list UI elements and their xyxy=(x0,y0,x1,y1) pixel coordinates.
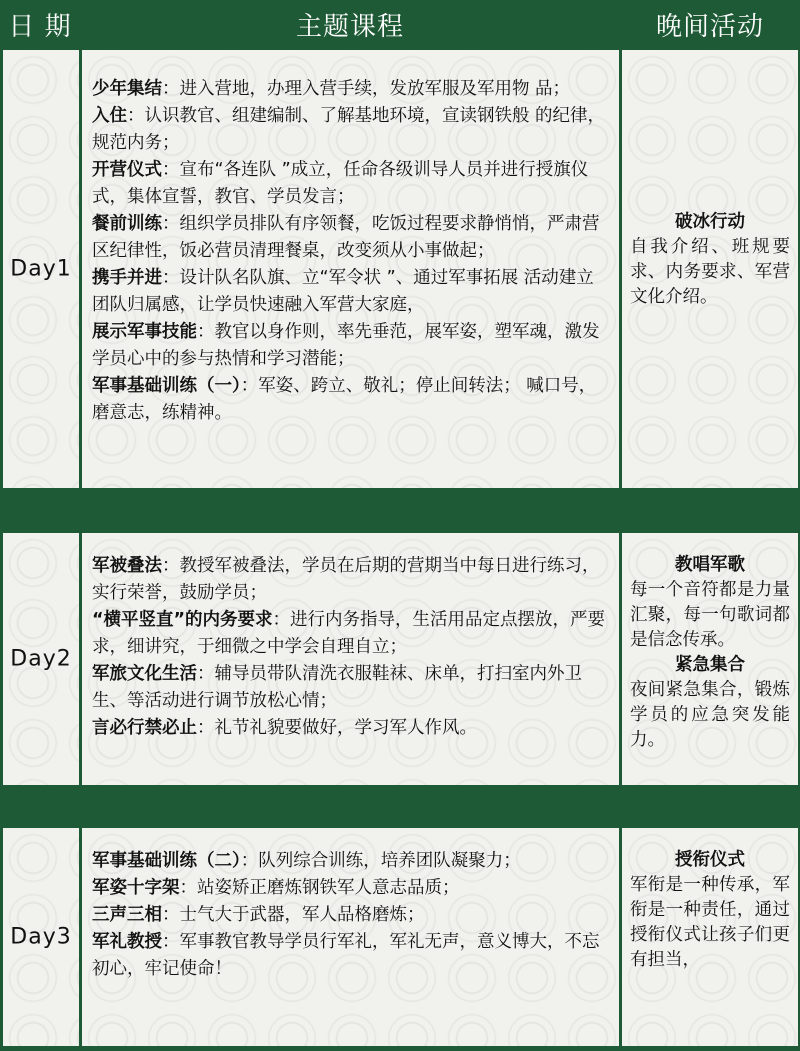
evening-text: 自我介绍、班规要求、内务要求、军营文化介绍。 xyxy=(630,237,790,307)
day1-evening xyxy=(630,210,790,310)
header-evening: 晚间活动 xyxy=(655,12,764,42)
day2-evening-cell xyxy=(622,533,798,785)
day1-item: 餐前训练：组织学员排队有序领餐，吃饭过程要求静悄悄，严肃营区纪律性，饭必营员清理餐桌，改变须从小事做起； xyxy=(92,214,600,261)
day1-label: Day1 xyxy=(10,256,72,282)
day1-date-cell xyxy=(3,50,79,488)
day3-date-cell xyxy=(3,828,79,1046)
day2-row xyxy=(0,533,800,785)
header-date: 日 期 xyxy=(8,12,72,42)
header-topic: 主题课程 xyxy=(295,12,404,42)
evening-title: 教唱军歌 xyxy=(675,555,745,575)
day3-evening-cell xyxy=(622,828,798,1046)
day1-item: 军事基础训练（一）：军姿、跨立、敬礼；停止间转法； 喊口号，磨意志，练精神。 xyxy=(92,376,597,423)
evening-title: 授衔仪式 xyxy=(675,850,745,870)
day3-row xyxy=(0,828,800,1046)
day1-evening-cell xyxy=(622,50,798,488)
day2-topic-list xyxy=(92,553,609,742)
day2-item: “横平竖直”的内务要求：进行内务指导，生活用品定点摆放，严要求，细讲究，于细微之中学会自理自立； xyxy=(92,610,606,657)
day1-topic-list xyxy=(92,76,609,427)
day3-item: 三声三相：士气大于武器，军人品格磨炼； xyxy=(92,905,425,925)
day1-row xyxy=(0,50,800,488)
day2-item: 言必行禁必止：礼节礼貌要做好，学习军人作风。 xyxy=(92,718,477,738)
day1-item: 展示军事技能：教官以身作则，率先垂范，展军姿，塑军魂，激发学员心中的参与热情和学习潜能； xyxy=(92,322,600,369)
day3-item: 军姿十字架：站姿矫正磨炼钢铁军人意志品质； xyxy=(92,878,460,898)
day3-evening xyxy=(630,848,790,973)
evening-text: 夜间紧急集合，锻炼学员的应急突发能力。 xyxy=(630,680,790,750)
evening-title: 破冰行动 xyxy=(675,212,745,232)
day2-item: 军被叠法：教授军被叠法，学员在后期的营期当中每日进行练习，实行荣誉，鼓励学员； xyxy=(92,556,600,603)
day3-label: Day3 xyxy=(10,924,72,950)
day3-topic-cell xyxy=(82,828,619,1046)
evening-text: 军衔是一种传承，军衔是一种责任，通过授衔仪式让孩子们更有担当， xyxy=(630,875,790,970)
evening-text: 每一个音符都是力量汇聚，每一句歌词都是信念传承。 xyxy=(630,580,790,650)
day2-evening xyxy=(630,553,790,753)
day2-item: 军旅文化生活：辅导员带队清洗衣服鞋袜、床单，打扫室内外卫生、等活动进行调节放松心情； xyxy=(92,664,582,711)
day1-topic-cell xyxy=(82,50,619,488)
table-header xyxy=(0,0,800,50)
day3-topic-list xyxy=(92,848,609,983)
day2-label: Day2 xyxy=(10,646,72,672)
day1-item: 开营仪式：宣布“各连队 ”成立，任命各级训导人员并进行授旗仪式，集体宣誓，教官、学员发言； xyxy=(92,160,589,207)
day2-topic-cell xyxy=(82,533,619,785)
evening-title: 紧急集合 xyxy=(675,655,745,675)
day3-item: 军礼教授：军事教官教导学员行军礼，军礼无声，意义博大，不忘初心，牢记使命！ xyxy=(92,932,600,979)
day2-date-cell xyxy=(3,533,79,785)
day3-item: 军事基础训练（二）：队列综合训练，培养团队凝聚力； xyxy=(92,851,521,871)
day1-item: 少年集结：进入营地，办理入营手续，发放军服及军用物 品； xyxy=(92,79,571,99)
day1-item: 入住：认识教官、组建编制、了解基地环境，宣读钢铁般 的纪律，规范内务； xyxy=(92,106,606,153)
day1-item: 携手并进：设计队名队旗、立“军令状 ”、通过军事拓展 活动建立团队归属感，让学员快速融入军营大家庭， xyxy=(92,268,594,315)
